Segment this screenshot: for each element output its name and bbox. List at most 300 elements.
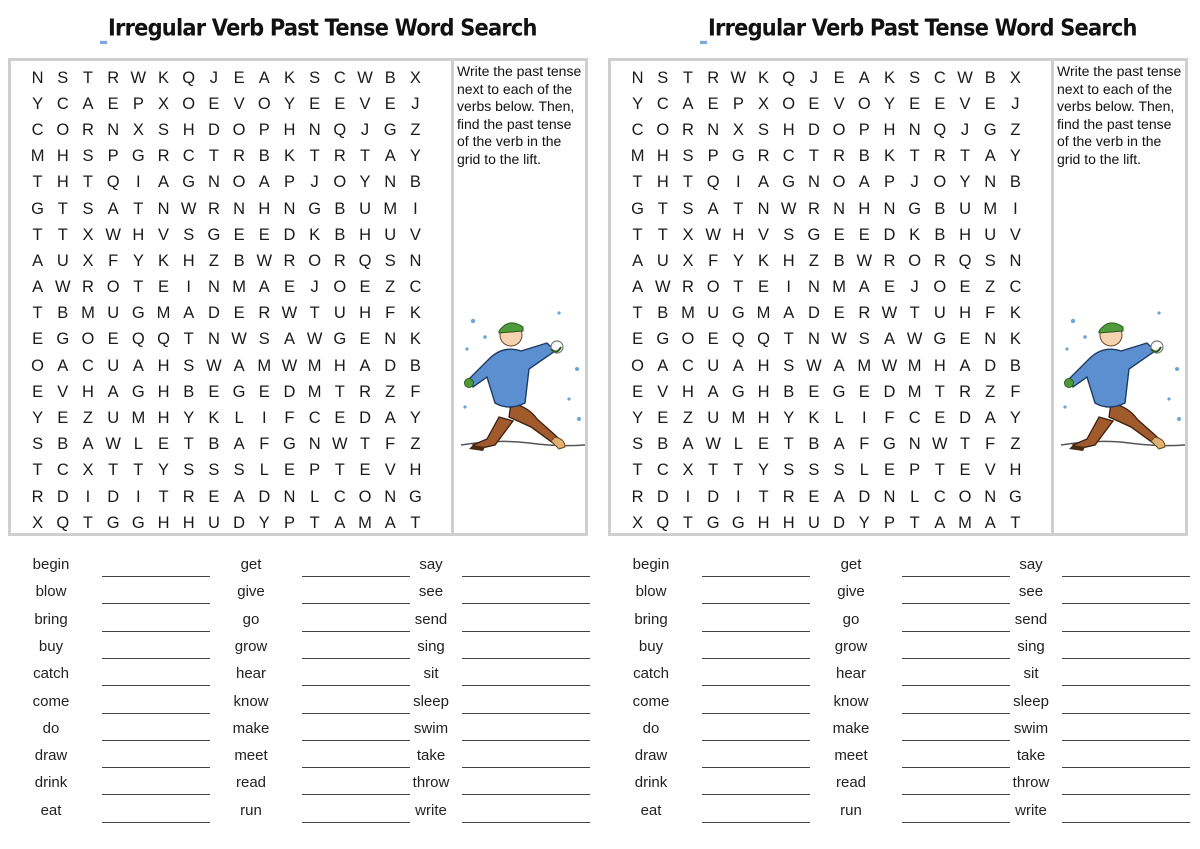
grid-letter: U [933,304,946,323]
grid-letter: H [757,409,770,428]
grid-letter: C [908,409,921,428]
grid-letter: H [182,120,195,139]
grid-letter: D [984,356,997,375]
grid-letter: V [409,225,421,244]
answer-blank[interactable] [102,603,210,604]
grid-letter: Y [959,173,971,192]
grid-letter: N [1009,251,1022,270]
grid-letter: R [283,251,296,270]
grid-letter: N [283,487,296,506]
grid-letter: O [933,173,947,192]
grid-row [25,275,451,301]
grid-letter: T [309,304,320,323]
answer-blank[interactable] [462,713,590,714]
answer-blank[interactable] [302,767,410,768]
grid-letter: P [258,120,270,139]
answer-blank[interactable] [1062,713,1190,714]
grid-letter: A [984,409,996,428]
grid-letter: W [780,199,797,218]
boy-figure [1065,323,1166,451]
verb-label: swim [413,719,449,737]
grid-letter: T [934,382,945,401]
grid-letter: V [1009,225,1021,244]
grid-row [625,144,1051,170]
grid-letter: I [861,409,867,428]
grid-letter: Q [958,251,972,270]
grid-letter: P [883,173,895,192]
grid-letter: T [183,435,194,454]
grid-letter: C [56,94,69,113]
worksheet-title [700,15,1137,44]
grid-letter: O [232,120,246,139]
grid-letter: Q [106,173,120,192]
grid-letter: H [959,225,971,244]
grid-letter: M [857,356,872,375]
answer-blank[interactable] [902,631,1010,632]
verb-label: read [835,774,867,792]
grid-letter: T [133,461,144,480]
grid-letter: G [656,330,670,349]
grid-row [625,510,1051,536]
grid-letter: S [808,461,820,480]
grid-letter: G [933,330,947,349]
answer-blank[interactable] [702,767,810,768]
grid-letter: H [359,304,371,323]
grid-row [25,353,451,379]
title-text: Irregular Verb Past Tense Word Search [708,14,1137,41]
grid-letter: O [782,94,796,113]
grid-letter: E [707,94,719,113]
answer-blank[interactable] [1062,822,1190,823]
grid-letter: G [408,487,422,506]
grid-letter: D [207,120,220,139]
grid-letter: N [207,330,220,349]
grid-letter: E [233,225,245,244]
verb-row [620,720,1196,747]
grid-letter: N [31,68,44,87]
answer-blank[interactable] [102,794,210,795]
grid-letter: V [984,461,996,480]
grid-letter: N [757,199,770,218]
answer-blank[interactable] [1062,603,1190,604]
grid-letter: F [385,435,396,454]
grid-letter: C [782,147,795,166]
grid-letter: N [384,173,397,192]
grid-letter: B [334,199,346,218]
grid-letter: C [409,278,422,297]
answer-blank[interactable] [1062,767,1190,768]
grid-letter: O [31,356,45,375]
grid-letter: V [57,382,69,401]
grid-letter: B [183,382,195,401]
grid-letter: N [707,120,720,139]
grid-letter: A [233,487,245,506]
answer-blank[interactable] [102,658,210,659]
boy-throwing-snowball-icon [459,299,587,459]
answer-blank[interactable] [902,603,1010,604]
grid-letter: H [933,356,946,375]
answer-blank[interactable] [1062,685,1190,686]
answer-blank[interactable] [462,794,590,795]
answer-blank[interactable] [702,603,810,604]
verb-row [620,583,1196,610]
verb-label: begin [632,556,670,573]
grid-letter: N [283,199,296,218]
grid-letter: Y [409,409,421,428]
grid-row [625,65,1051,91]
grid-letter: B [57,435,69,454]
grid-letter: W [906,330,923,349]
grid-letter: C [656,94,669,113]
grid-letter: W [730,68,747,87]
grid-letter: D [807,120,820,139]
grid-letter: A [657,356,669,375]
grid-letter: A [183,304,195,323]
letter-grid [11,61,454,533]
answer-blank[interactable] [902,822,1010,823]
grid-letter: W [806,356,822,375]
grid-letter: W [881,304,898,323]
grid-letter: S [309,68,321,87]
grid-letter: N [384,487,397,506]
grid-letter: E [334,409,346,428]
grid-row [25,458,451,484]
grid-letter: A [334,513,346,532]
grid-letter: R [207,199,220,218]
answer-blank[interactable] [902,740,1010,741]
grid-letter: H [757,382,770,401]
grid-letter: S [82,147,94,166]
answer-blank[interactable] [702,794,810,795]
grid-letter: B [934,199,946,218]
grid-letter: W [705,435,721,454]
grid-letter: J [960,120,970,139]
grid-letter: T [783,330,794,349]
grid-letter: A [758,173,770,192]
grid-letter: E [959,461,971,480]
grid-letter: N [883,199,896,218]
verb-label: sit [1023,665,1039,683]
grid-letter: T [410,513,421,532]
grid-letter: C [933,68,946,87]
answer-blank[interactable] [102,822,210,823]
answer-blank[interactable] [302,631,410,632]
verb-label: send [1014,610,1048,628]
answer-blank[interactable] [902,685,1010,686]
grid-letter: G [131,147,145,166]
grid-letter: K [1009,304,1021,323]
answer-blank[interactable] [702,631,810,632]
grid-letter: E [334,94,346,113]
verb-label: catch [33,665,69,683]
verb-label: bring [634,610,668,628]
verb-row [20,747,596,774]
grid-letter: S [984,251,996,270]
verb-label: see [418,583,444,601]
answer-blank[interactable] [302,713,410,714]
grid-letter: F [884,409,895,428]
grid-letter: O [857,94,871,113]
grid-letter: K [758,251,770,270]
grid-letter: C [682,356,694,375]
answer-blank[interactable] [462,822,590,823]
grid-letter: K [883,68,895,87]
answer-blank[interactable] [462,576,590,577]
verb-label: hear [835,665,867,683]
grid-letter: E [858,382,870,401]
verb-row [620,665,1196,692]
answer-blank[interactable] [462,603,590,604]
grid-letter: T [632,304,643,323]
grid-letter: S [682,199,694,218]
verb-label: know [233,692,269,710]
answer-blank[interactable] [1062,740,1190,741]
grid-letter: W [957,68,973,87]
grid-letter: X [32,513,44,532]
grid-letter: R [359,382,371,401]
answer-blank[interactable] [302,603,410,604]
grid-letter: P [858,120,870,139]
grid-letter: R [959,382,971,401]
grid-letter: S [208,461,220,480]
grid-letter: E [158,278,170,297]
grid-letter: Q [656,513,670,532]
grid-letter: M [383,199,398,218]
grid-letter: B [657,304,669,323]
answer-blank[interactable] [102,576,210,577]
answer-blank[interactable] [302,794,410,795]
verb-row [620,611,1196,638]
grid-letter: U [56,251,69,270]
grid-letter: E [833,304,845,323]
answer-blank[interactable] [102,767,210,768]
grid-letter: A [707,199,719,218]
grid-letter: A [107,382,119,401]
grid-letter: D [807,304,820,323]
answer-blank[interactable] [302,740,410,741]
grid-letter: E [359,330,371,349]
grid-letter: T [682,173,694,192]
grid-row [25,327,451,353]
grid-letter: W [332,435,348,454]
answer-blank[interactable] [702,658,810,659]
grid-letter: T [733,278,744,297]
grid-letter: Y [283,94,295,113]
verb-label: come [32,692,70,710]
grid-letter: R [807,199,820,218]
grid-letter: A [984,513,996,532]
grid-letter: M [731,409,746,428]
grid-letter: H [157,513,170,532]
grid-letter: S [32,435,44,454]
grid-letter: S [57,68,69,87]
grid-letter: B [934,225,946,244]
grid-letter: A [384,409,396,428]
grid-letter: O [81,330,95,349]
grid-letter: W [105,435,121,454]
grid-letter: A [32,251,44,270]
grid-letter: M [156,304,171,323]
grid-letter: R [682,278,694,297]
answer-blank[interactable] [302,822,410,823]
grid-letter: W [705,225,721,244]
grid-letter: B [258,147,270,166]
grid-letter: O [681,330,695,349]
answer-blank[interactable] [462,631,590,632]
verb-row [620,802,1196,829]
grid-letter: R [333,147,346,166]
answer-blank[interactable] [902,576,1010,577]
grid-letter: T [808,147,819,166]
answer-blank[interactable] [462,740,590,741]
answer-blank[interactable] [1062,631,1190,632]
grid-letter: X [409,68,421,87]
verb-row [20,583,596,610]
grid-letter: T [334,461,345,480]
grid-letter: N [908,120,921,139]
grid-row [625,327,1051,353]
grid-letter: H [656,147,669,166]
grid-letter: E [909,94,921,113]
verb-label: take [416,747,446,765]
answer-blank[interactable] [102,740,210,741]
grid-letter: F [985,304,996,323]
grid-letter: S [909,68,921,87]
answer-blank[interactable] [702,740,810,741]
grid-letter: R [82,278,94,297]
grid-letter: A [233,356,245,375]
answer-blank[interactable] [302,685,410,686]
grid-letter: M [307,382,322,401]
grid-letter: U [107,304,120,323]
grid-letter: M [232,278,246,297]
answer-blank[interactable] [1062,576,1190,577]
grid-letter: A [132,356,144,375]
verb-row [620,693,1196,720]
verb-label: get [240,556,262,573]
answer-blank[interactable] [102,685,210,686]
answer-blank[interactable] [902,658,1010,659]
grid-letter: P [309,461,321,480]
grid-letter: B [858,147,870,166]
grid-letter: Y [258,513,270,532]
verb-label: read [235,774,267,792]
grid-letter: A [959,356,971,375]
grid-letter: Y [1009,409,1021,428]
verb-label: take [1016,747,1046,765]
answer-blank[interactable] [702,576,810,577]
grid-letter: M [307,356,322,375]
grid-row [25,484,451,510]
grid-letter: I [1013,199,1018,218]
grid-letter: Z [808,251,819,270]
answer-blank[interactable] [1062,658,1190,659]
grid-letter: H [682,382,694,401]
grid-letter: T [183,330,194,349]
grid-letter: E [283,278,295,297]
grid-letter: A [632,278,644,297]
grid-letter: M [832,278,846,297]
answer-blank[interactable] [302,576,410,577]
grid-row [625,432,1051,458]
answer-blank[interactable] [102,713,210,714]
grid-letter: W [856,251,873,270]
grid-letter: W [357,68,373,87]
grid-letter: Q [706,173,720,192]
answer-blank[interactable] [462,685,590,686]
grid-letter: N [384,330,397,349]
grid-letter: K [158,251,170,270]
answer-blank[interactable] [702,685,810,686]
answer-blank[interactable] [302,658,410,659]
grid-letter: C [333,68,346,87]
grid-letter: Y [783,409,795,428]
grid-letter: A [934,513,946,532]
answer-blank[interactable] [102,631,210,632]
grid-letter: G [782,173,796,192]
verb-label: eat [40,801,62,819]
grid-letter: E [57,409,69,428]
verb-row [20,720,596,747]
grid-letter: Y [632,409,644,428]
grid-letter: C [656,461,669,480]
grid-letter: U [984,225,997,244]
grid-letter: P [707,147,719,166]
answer-blank[interactable] [462,658,590,659]
grid-letter: F [1010,382,1021,401]
grid-letter: T [57,225,68,244]
grid-letter: D [56,487,69,506]
grid-letter: M [983,199,998,218]
answer-blank[interactable] [902,767,1010,768]
grid-row [25,170,451,196]
verb-label: know [833,692,869,710]
answer-blank[interactable] [462,767,590,768]
grid-letter: T [657,199,668,218]
verb-label: go [842,610,860,628]
grid-letter: K [758,68,770,87]
grid-letter: E [632,330,644,349]
grid-letter: T [334,382,345,401]
grid-letter: N [107,120,120,139]
answer-blank[interactable] [702,713,810,714]
grid-letter: Z [410,435,421,454]
grid-letter: C [1009,278,1022,297]
grid-letter: E [657,409,669,428]
grid-letter: M [958,513,972,532]
grid-letter: T [682,68,694,87]
grid-letter: E [758,435,770,454]
answer-blank[interactable] [1062,794,1190,795]
verb-label: eat [640,801,662,819]
grid-letter: F [410,382,421,401]
answer-blank[interactable] [702,822,810,823]
grid-letter: S [657,68,669,87]
grid-letter: E [959,278,971,297]
verb-label: draw [34,747,68,765]
grid-letter: H [359,225,371,244]
answer-blank[interactable] [902,794,1010,795]
grid-letter: Z [985,382,996,401]
grid-row [25,222,451,248]
grid-row [25,65,451,91]
grid-letter: T [359,435,371,454]
grid-letter: E [632,382,644,401]
answer-blank[interactable] [902,713,1010,714]
grid-letter: X [682,461,694,480]
grid-letter: W [831,330,847,349]
grid-letter: B [657,435,669,454]
